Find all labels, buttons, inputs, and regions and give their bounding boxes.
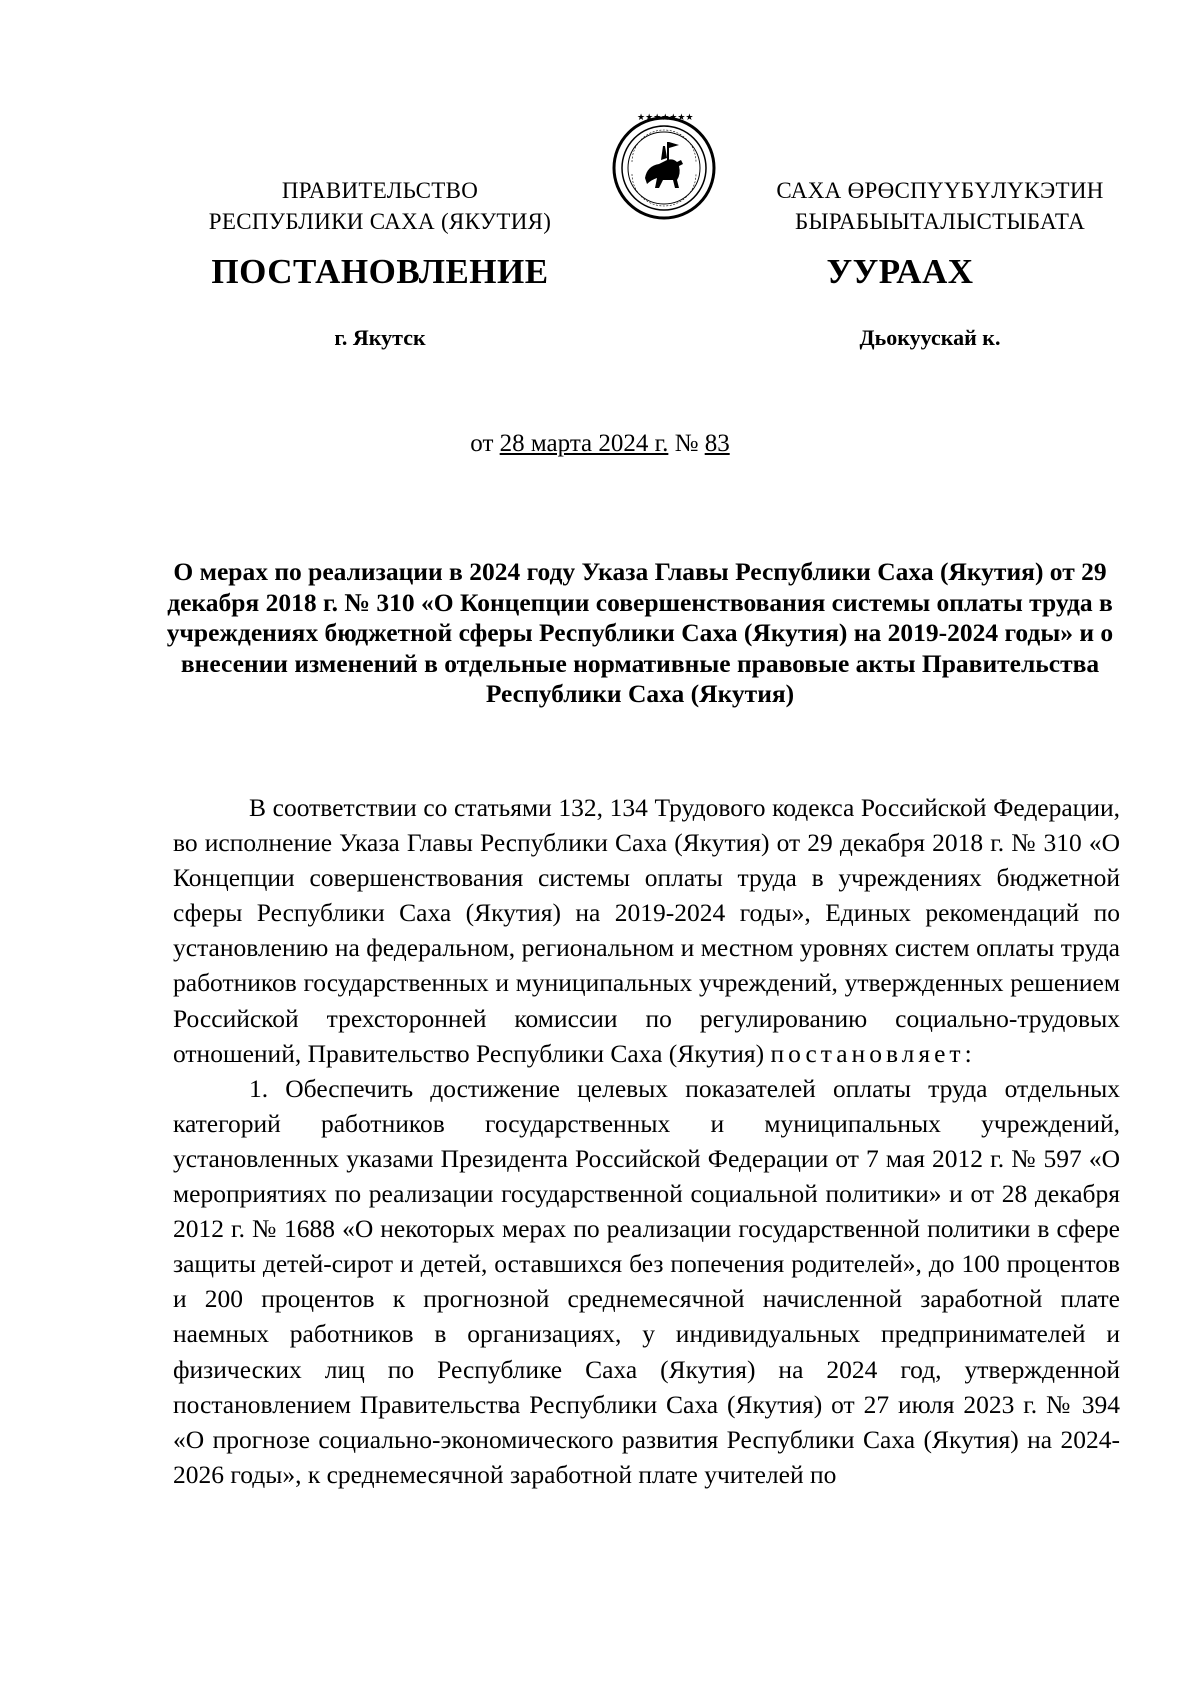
preamble-text: В соответствии со статьями 132, 134 Трудового кодекса Российской Федерации, во исполнение Указа Главы Республики Саха (Якутия) от 29 декабря 2018 г. № 310 «О Концепции совершенствования системы оплаты труда в учреждениях бюджетной сферы Республики Саха (Якутия) на 2019-2024 годы», Единых рекомендаций по установлению на федеральном, региональном и местном уровнях систем оплаты труда работников государственных и муниципальных учреждений, утвержденных решением Российской трехсторонней комиссии по регулированию социально-трудовых отношений, Правительство Республики Саха (Якутия) <box>173 793 1120 1068</box>
document-body <box>173 790 1120 1492</box>
document-date: 28 марта 2024 г. <box>499 430 669 457</box>
preamble-paragraph <box>173 790 1120 1071</box>
document-type-sah: УУРААХ <box>826 252 974 291</box>
header-left-line2: РЕСПУБЛИКИ САХА (ЯКУТИЯ) <box>208 209 552 234</box>
header-right-line1: САХА ӨРӨСПҮҮБҮЛҮКЭТИН <box>776 178 1104 203</box>
date-prefix: от <box>470 430 494 457</box>
date-number-line <box>0 430 1200 458</box>
decree-word: постановляет: <box>770 1038 976 1068</box>
document-subject: О мерах по реализации в 2024 году Указа Главы Республики Саха (Якутия) от 29 декабря 2018 г. № 310 «О Концепции совершенствования системы оплаты труда в учреждениях бюджетной сферы Республики Саха (Якутия) на 2019-2024 годы» и о внесении изменений в отдельные нормативные правовые акты Правительства Республики Саха (Якутия) <box>166 557 1114 708</box>
svg-text:★★★★★★★: ★★★★★★★ <box>637 113 694 123</box>
header-left-block <box>170 175 590 237</box>
item-1-paragraph: 1. Обеспечить достижение целевых показателей оплаты труда отдельных категорий работников государственных и муниципальных учреждений, установленных указами Президента Российской Федерации от 7 мая 2012 г. № 597 «О мероприятиях по реализации государственной социальной политики» и от 28 декабря 2012 г. № 1688 «О некоторых мерах по реализации государственной политики в сфере защиты детей-сирот и детей, оставшихся без попечения родителей», до 100 процентов и 200 процентов к прогнозной среднемесячной начисленной заработной плате наемных работников в организациях, у индивидуальных предпринимателей и физических лиц по Республике Саха (Якутия) на 2024 год, утвержденной постановлением Правительства Республики Саха (Якутия) от 27 июля 2023 г. № 394 «О прогнозе социально-экономического развития Республики Саха (Якутия) на 2024-2026 годы», к среднемесячной заработной плате учителей по <box>173 1073 1120 1489</box>
document-type-ru: ПОСТАНОВЛЕНИЕ <box>211 252 549 291</box>
coat-of-arms-icon <box>607 108 721 222</box>
city-ru: г. Якутск <box>334 325 426 350</box>
header-right-line2: БЫРАБЫЫТАЛЫСТЫБАТА <box>794 209 1086 234</box>
number-sign: № <box>674 430 699 457</box>
header-left-line1: ПРАВИТЕЛЬСТВО <box>281 178 479 203</box>
document-number: 83 <box>704 430 730 457</box>
city-sah: Дьокуускай к. <box>859 325 1001 350</box>
header-right-block <box>740 175 1140 237</box>
